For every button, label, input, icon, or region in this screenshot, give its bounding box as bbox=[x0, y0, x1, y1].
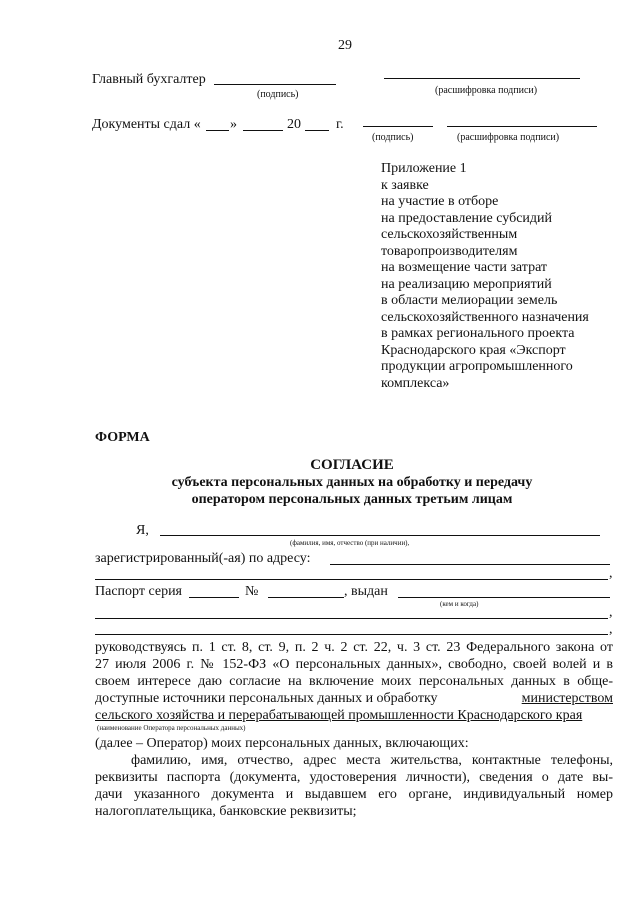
quote-close: » bbox=[230, 117, 237, 132]
submitter-decoding-hint: (расшифровка подписи) bbox=[457, 132, 560, 143]
appendix-line: в области мелиорации земель bbox=[381, 293, 558, 308]
body-line: реквизиты паспорта (документа, удостоверения личности), сведения о дате вы- bbox=[95, 770, 613, 785]
appendix-line: комплекса» bbox=[381, 375, 450, 391]
issued-input-line-1[interactable] bbox=[398, 597, 610, 598]
appendix-line: на реализацию мероприятий bbox=[381, 276, 552, 292]
chief-accountant-label: Главный бухгалтер bbox=[92, 72, 206, 87]
consent-title: СОГЛАСИЕ bbox=[310, 457, 394, 473]
appendix-line: на возмещение части затрат bbox=[381, 260, 548, 275]
submitter-decoding-line bbox=[447, 126, 597, 127]
appendix-line: Приложение 1 bbox=[381, 161, 467, 176]
body-line: руководствуясь п. 1 ст. 8, ст. 9, п. 2 ч. 2 ст. 22, ч. 3 ст. 23 Федерального закона от bbox=[95, 640, 613, 655]
signature-hint: (подпись) bbox=[257, 89, 299, 100]
appendix-line: к заявке bbox=[381, 177, 429, 193]
documents-submitted-label: Документы сдал « bbox=[92, 117, 201, 132]
page-number: 29 bbox=[338, 38, 352, 53]
body-line-text: доступные источники персональных данных и обработку bbox=[95, 691, 438, 706]
passport-number-input[interactable] bbox=[268, 597, 344, 598]
ministry-name-part1: министерством bbox=[521, 691, 613, 706]
decoding-hint: (расшифровка подписи) bbox=[435, 85, 538, 96]
submitter-signature-line bbox=[363, 126, 433, 127]
fio-hint: (фамилия, имя, отчество (при наличии), bbox=[290, 539, 410, 547]
address-input-line-2[interactable] bbox=[95, 579, 608, 580]
issued-comma-2: , bbox=[609, 622, 613, 637]
appendix-line: в рамках регионального проекта bbox=[381, 326, 575, 341]
day-line bbox=[206, 130, 229, 131]
body-line: дачи указанного документа и выдавшем его органе, индивидуальный номер bbox=[95, 787, 613, 802]
appendix-line: товаропроизводителям bbox=[381, 243, 518, 259]
chief-accountant-signature-line bbox=[214, 84, 336, 85]
issued-input-line-3[interactable] bbox=[95, 634, 608, 635]
body-line: своем интересе даю согласие на включение моих персональных данных в обще- bbox=[95, 674, 613, 689]
form-label: ФОРМА bbox=[95, 430, 150, 445]
issued-comma-1: , bbox=[609, 605, 613, 620]
appendix-line: на участие в отборе bbox=[381, 194, 499, 209]
operator-hint: (наименование Оператора персональных данных) bbox=[97, 724, 246, 732]
consent-subtitle-line2: оператором персональных данных третьим лицам bbox=[191, 492, 513, 507]
appendix-line: сельскохозяйственным bbox=[381, 227, 518, 242]
issued-label: , выдан bbox=[344, 584, 388, 599]
appendix-line: на предоставление субсидий bbox=[381, 210, 553, 226]
ministry-name-part2: сельского хозяйства и перерабатывающей промышленности Краснодарского края bbox=[95, 708, 583, 723]
appendix-line: продукции агропромышленного bbox=[381, 359, 573, 374]
consent-subtitle-line1: субъекта персональных данных на обработку и передачу bbox=[171, 475, 533, 490]
passport-series-input[interactable] bbox=[189, 597, 239, 598]
body-line: налогоплательщика, банковские реквизиты; bbox=[95, 804, 357, 819]
passport-series-label: Паспорт серия bbox=[95, 584, 182, 599]
issued-input-line-2[interactable] bbox=[95, 618, 608, 619]
body-line: фамилию, имя, отчество, адрес места жительства, контактные телефоны, bbox=[131, 753, 613, 768]
operator-line: (далее – Оператор) моих персональных данных, включающих: bbox=[95, 736, 469, 751]
submitter-signature-hint: (подпись) bbox=[372, 132, 414, 143]
year-suffix: г. bbox=[336, 117, 344, 132]
year-line bbox=[305, 130, 329, 131]
appendix-line: сельскохозяйственного назначения bbox=[381, 309, 589, 325]
registered-label: зарегистрированный(-ая) по адресу: bbox=[95, 551, 311, 566]
month-line bbox=[243, 130, 283, 131]
address-input-line-1[interactable] bbox=[330, 564, 610, 565]
address-comma: , bbox=[609, 566, 613, 581]
passport-number-label: № bbox=[245, 584, 259, 599]
body-line-ministry bbox=[95, 690, 613, 707]
appendix-block bbox=[381, 161, 589, 392]
fio-input-line[interactable] bbox=[160, 535, 600, 536]
body-line: 27 июля 2006 г. № 152-ФЗ «О персональных данных», свободно, своей волей и в bbox=[95, 657, 613, 672]
year-prefix: 20 bbox=[287, 117, 301, 132]
chief-accountant-decoding-line bbox=[384, 78, 580, 79]
issued-hint: (кем и когда) bbox=[440, 600, 479, 608]
i-label: Я, bbox=[136, 523, 149, 538]
appendix-line: Краснодарского края «Экспорт bbox=[381, 342, 566, 358]
